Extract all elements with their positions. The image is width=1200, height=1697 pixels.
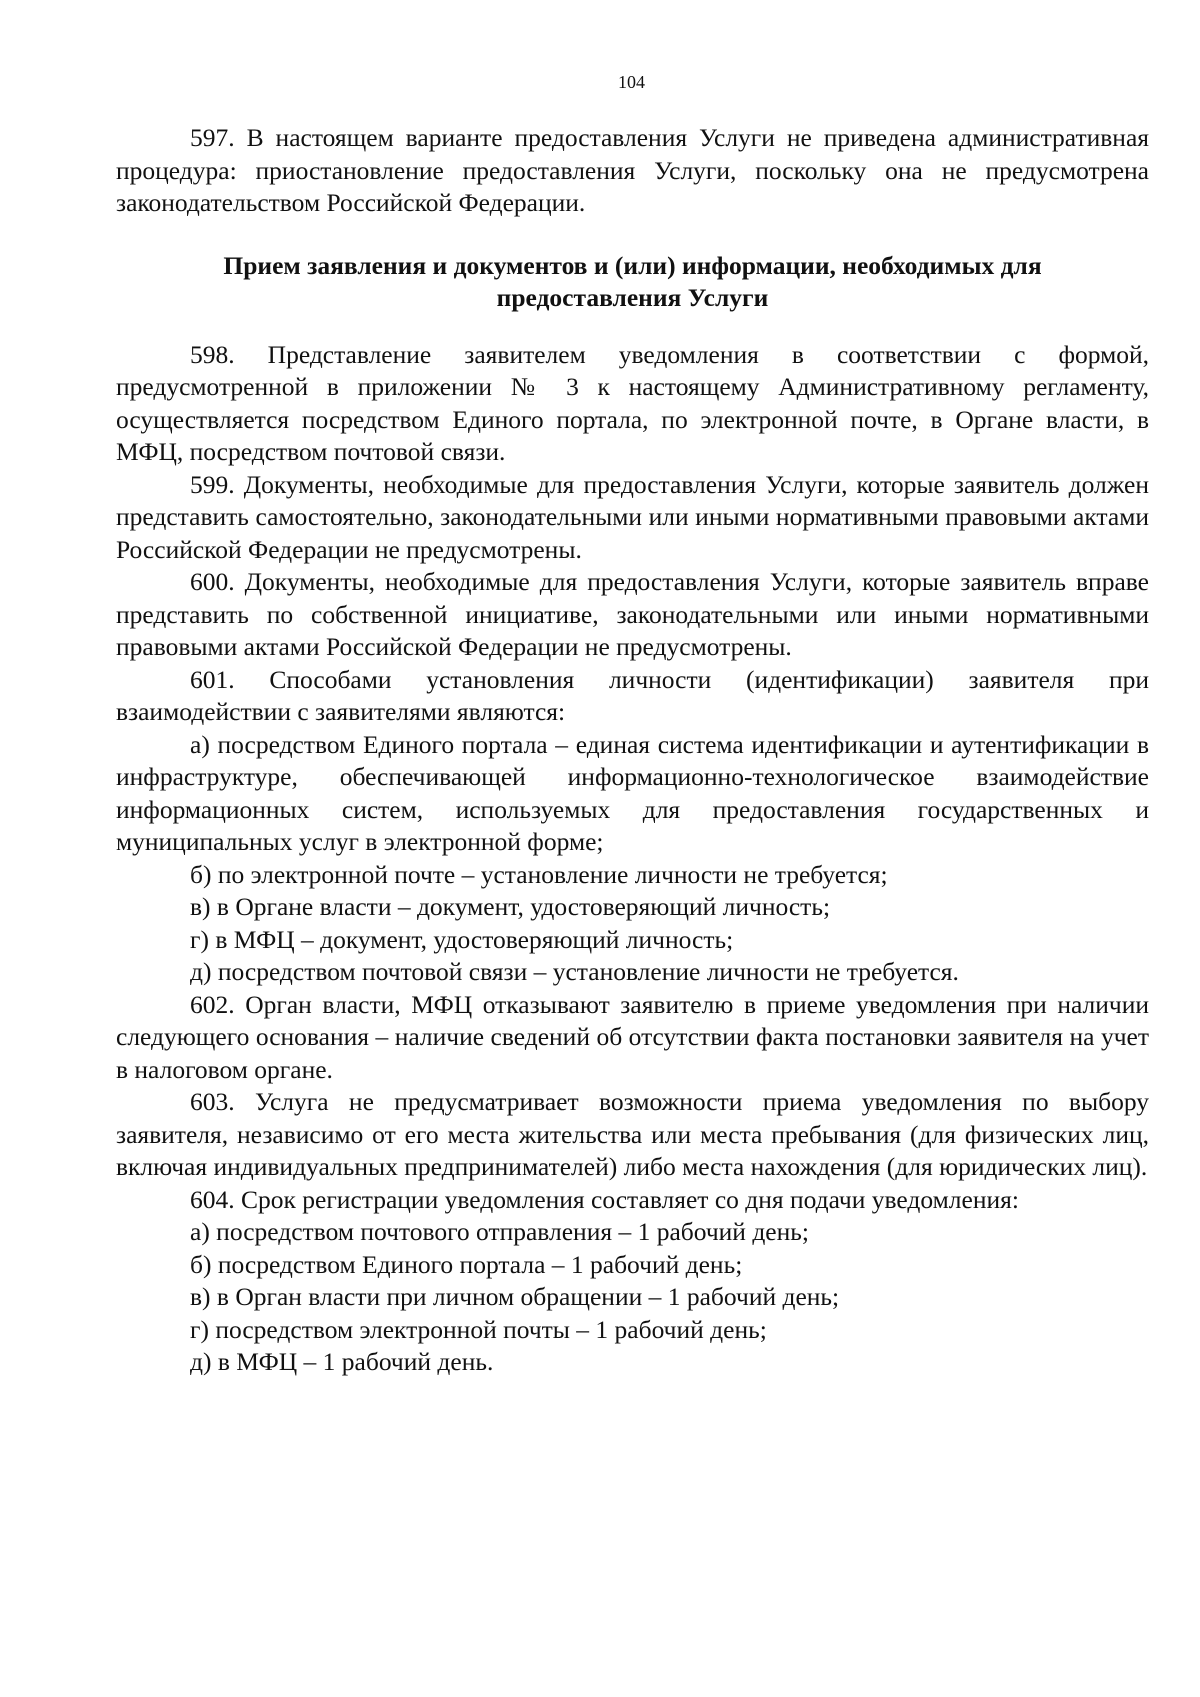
paragraph-604-item-e: д) в МФЦ – 1 рабочий день. (190, 1347, 494, 1376)
paragraph-601-item-d: г) в МФЦ – документ, удостоверяющий личность; (190, 924, 734, 954)
paragraph-600: 600. Документы, необходимые для предоставления Услуги, которые заявитель вправе представить по собственной инициативе, законодательными или иными нормативными правовыми актами Российской Федерации не предусмотрены. (116, 567, 1149, 661)
paragraph-604-item-b: б) посредством Единого портала – 1 рабочий день; (190, 1249, 743, 1279)
paragraph-601-item-c: в) в Органе власти – документ, удостоверяющий личность; (190, 892, 831, 921)
paragraph-601-item-e: д) посредством почтовой связи – установление личности не требуется. (190, 957, 959, 986)
paragraph-601: 601. Способами установления личности (идентификации) заявителя при взаимодействии с заявителями являются: (116, 664, 1149, 726)
paragraph-602: 602. Орган власти, МФЦ отказывают заявителю в приеме уведомления при наличии следующего основания – наличие сведений об отсутствии факта постановки заявителя на учет в налоговом органе. (116, 989, 1149, 1084)
paragraph-601-item-a: а) посредством Единого портала – единая система идентификации и аутентификации в инфраструктуре, обеспечивающей информационно-технологическое взаимодействие информационных систем, используемых для предоставления государственных и муниципальных услуг в электронной форме; (116, 729, 1149, 856)
paragraph-604-item-c: в) в Орган власти при личном обращении – 1 рабочий день; (190, 1282, 840, 1311)
paragraph-598: 598. Представление заявителем уведомления в соответствии с формой, предусмотренной в приложении № 3 к настоящему Административному регламенту, осуществляется посредством Единого портала, по электронной почте, в Органе власти, в МФЦ, посредством почтовой связи. (116, 339, 1149, 466)
document-body (116, 122, 1149, 1379)
paragraph-599: 599. Документы, необходимые для предоставления Услуги, которые заявитель должен представить самостоятельно, законодательными или иными нормативными правовыми актами Российской Федерации не предусмотрены. (116, 469, 1149, 564)
paragraph-603: 603. Услуга не предусматривает возможности приема уведомления по выбору заявителя, независимо от его места жительства или места пребывания (для физических лиц, включая индивидуальных предпринимателей) либо места нахождения (для юридических лиц). (116, 1087, 1149, 1181)
section-heading-line-2: предоставления Услуги (496, 282, 769, 312)
paragraph-597: 597. В настоящем варианте предоставления Услуги не приведена административная процедура: приостановление предоставления Услуги, поскольку она не предусмотрена законодательством Российской Федерации. (116, 123, 1149, 217)
paragraph-601-item-b: б) по электронной почте – установление личности не требуется; (190, 859, 888, 889)
paragraph-604-item-d: г) посредством электронной почты – 1 рабочий день; (190, 1314, 767, 1344)
page-number: 104 (618, 72, 645, 92)
paragraph-604-item-a: а) посредством почтового отправления – 1 рабочий день; (190, 1217, 809, 1246)
paragraph-604: 604. Срок регистрации уведомления составляет со дня подачи уведомления: (190, 1184, 1019, 1214)
section-heading (116, 250, 1149, 314)
section-heading-line-1: Прием заявления и документов и (или) информации, необходимых для (223, 250, 1042, 280)
